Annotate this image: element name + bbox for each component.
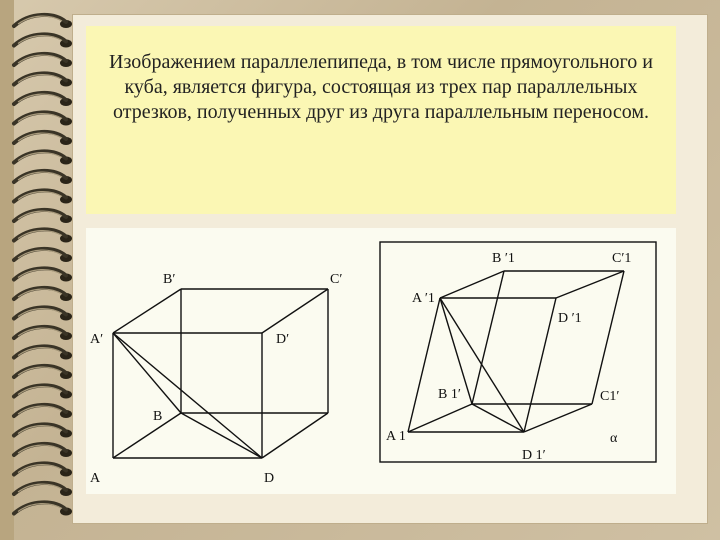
parallelepiped-edge: [472, 271, 504, 404]
parallelepiped-edge: [524, 404, 592, 432]
parallelepiped-edge: [556, 271, 624, 298]
cube-diagonal: [113, 333, 181, 413]
parallelepiped-edge: [524, 298, 556, 432]
label-b1-prime: B ′1: [492, 251, 515, 266]
parallelepiped-diagonal: [472, 404, 524, 432]
label-d: D: [264, 471, 275, 486]
label-c1: C1′: [600, 389, 620, 404]
cube-diagonal: [181, 413, 262, 458]
label-c1-prime: C′1: [612, 251, 632, 266]
label-d1: D 1′: [522, 448, 546, 463]
parallelepiped-edge: [592, 271, 624, 404]
label-a-prime: A′: [90, 332, 104, 347]
label-b: B: [153, 409, 163, 424]
cube-edge: [262, 413, 328, 458]
cube-edge: [262, 289, 328, 333]
label-c-prime: C′: [330, 272, 343, 287]
parallelepiped-edge: [408, 404, 472, 432]
cube-diagonal: [113, 333, 262, 458]
label-alpha: α: [610, 431, 618, 446]
parallelepiped-edge: [408, 298, 440, 432]
label-b-prime: B′: [163, 272, 176, 287]
label-b1: B 1′: [438, 387, 461, 402]
cube-edge: [113, 413, 181, 458]
label-a1: A 1: [386, 429, 406, 444]
cube-edge: [113, 289, 181, 333]
label-a1-prime: A ′1: [412, 291, 435, 306]
label-a: A: [90, 471, 101, 486]
parallelepiped-figure: [408, 271, 624, 432]
cube-figure: [113, 289, 328, 458]
label-d1-prime: D ′1: [558, 311, 582, 326]
parallelepiped-edge: [440, 271, 504, 298]
label-d-prime: D′: [276, 332, 290, 347]
slide-text: Изображением параллелепипеда, в том числе прямоугольного и куба, является фигура, состоящая из трех пар параллельных отрезков, полученных друг из друга параллельным переносом.: [109, 51, 653, 123]
